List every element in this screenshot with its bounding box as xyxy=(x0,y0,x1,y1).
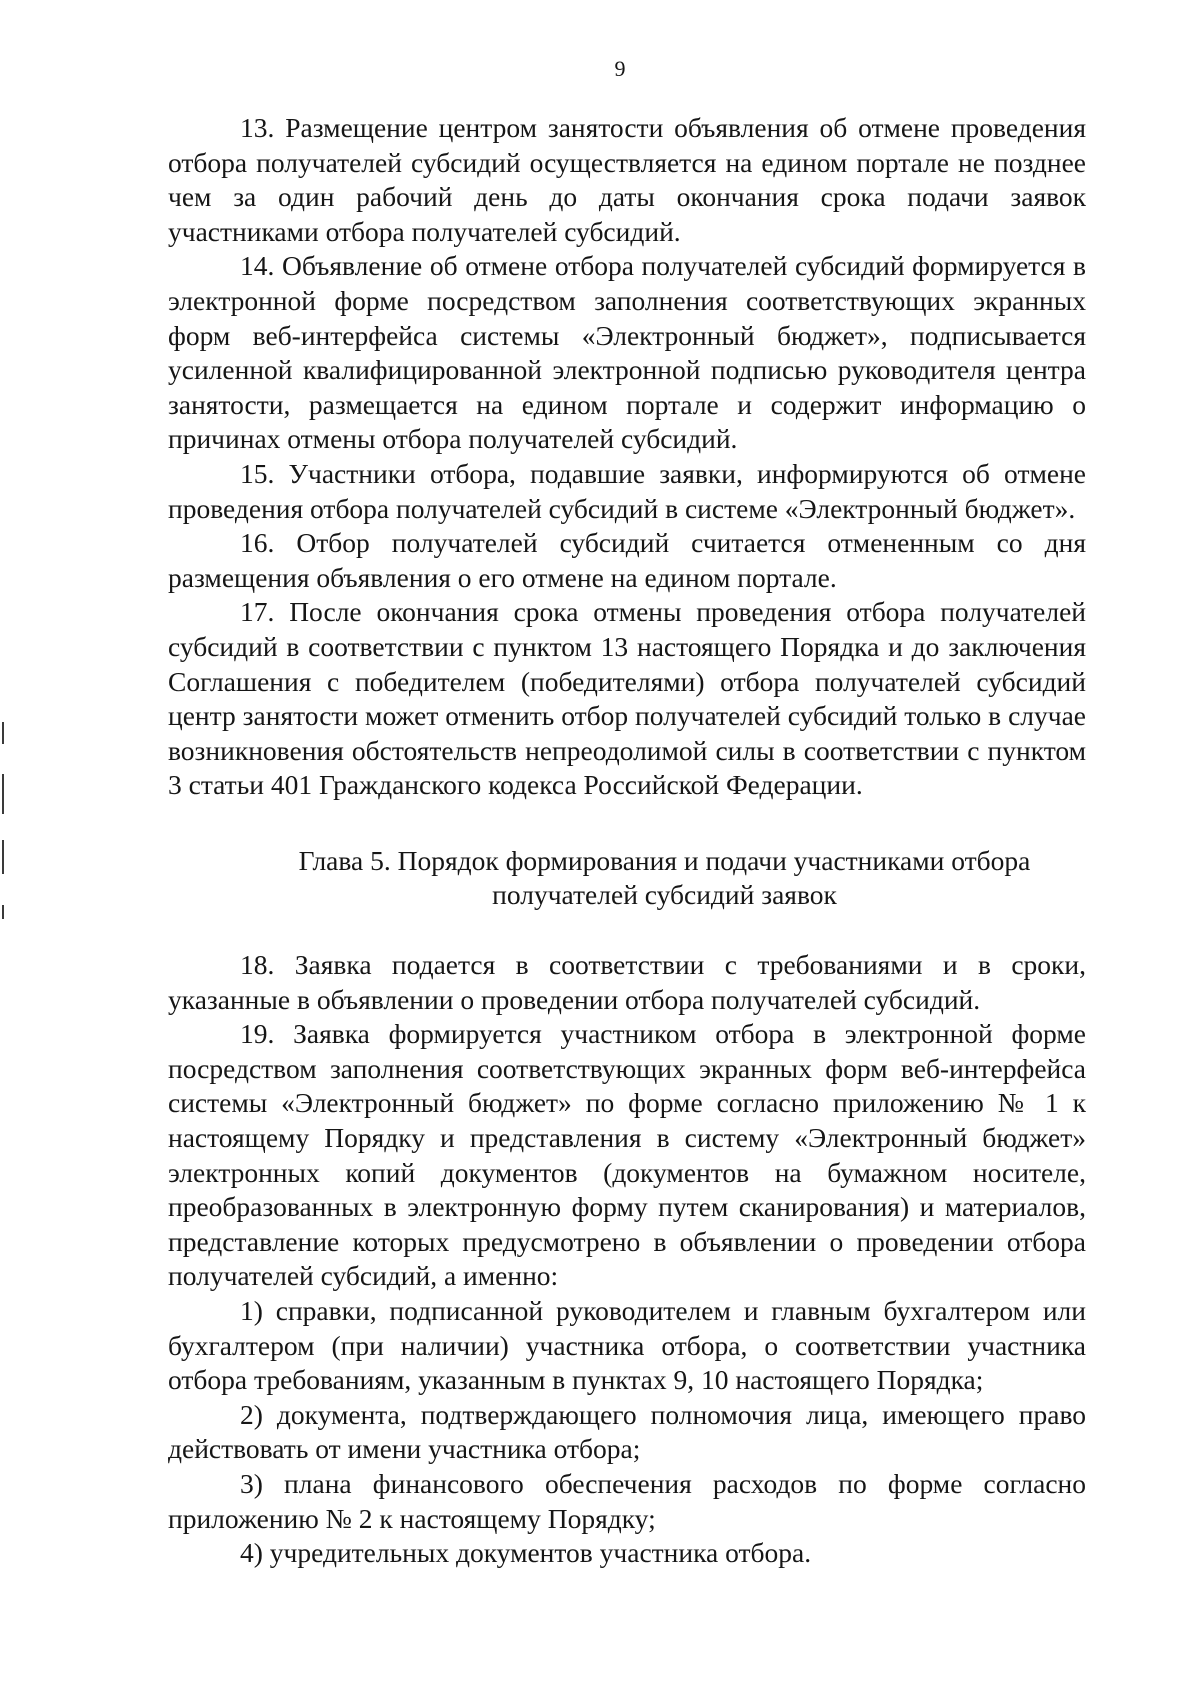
paragraph-15: 15. Участники отбора, подавшие заявки, информируются об отмене проведения отбора получателей субсидий в системе «Электронный бюджет». xyxy=(168,457,1086,524)
paragraph-14: 14. Объявление об отмене отбора получателей субсидий формируется в электронной форме посредством заполнения соответствующих экранных форм веб-интерфейса системы «Электронный бюджет», подписывается усиленной квалифицированной электронной подписью руководителя центра занятости, размещается на едином портале и содержит информацию о причинах отмены отбора получателей субсидий. xyxy=(168,250,1086,455)
paragraph-18: 18. Заявка подается в соответствии с требованиями и в сроки, указанные в объявлении о проведении отбора получателей субсидий. xyxy=(168,949,1086,1015)
list-item-4: 4) учредительных документов участника отбора. xyxy=(240,1537,812,1569)
paragraph-13: 13. Размещение центром занятости объявления об отмене проведения отбора получателей субсидий осуществляется на едином портале не позднее чем за один рабочий день до даты окончания срока подачи заявок участниками отбора получателей субсидий. xyxy=(168,112,1086,247)
document-body xyxy=(168,111,1086,1571)
scan-artifact-mark xyxy=(2,905,4,919)
list-item-1: 1) справки, подписанной руководителем и главным бухгалтером или бухгалтером (при наличии) участника отбора, о соответствии участника отбора требованиям, указанным в пунктах 9, 10 настоящего Порядка; xyxy=(168,1295,1086,1396)
scan-artifact-mark xyxy=(2,840,4,874)
paragraph-17: 17. После окончания срока отмены проведения отбора получателей субсидий в соответствии с пунктом 13 настоящего Порядка и до заключения Соглашения с победителем (победителями) отбора получателей субсидий центр занятости может отменить отбор получателей субсидий только в случае возникновения обстоятельств непреодолимой силы в соответствии с пунктом 3 статьи 401 Гражданского кодекса Российской Федерации. xyxy=(168,596,1086,801)
chapter-heading xyxy=(168,844,1086,913)
chapter-heading-line-2: получателей субсидий заявок xyxy=(492,879,837,911)
paragraph-19: 19. Заявка формируется участником отбора в электронной форме посредством заполнения соответствующих экранных форм веб-интерфейса системы «Электронный бюджет» по форме согласно приложению № 1 к настоящему Порядку и представления в систему «Электронный бюджет» электронных копий документов (документов на бумажном носителе, преобразованных в электронную форму путем сканирования) и материалов, представление которых предусмотрено в объявлении о проведении отбора получателей субсидий, а именно: xyxy=(168,1018,1086,1292)
scan-artifact-mark xyxy=(2,774,4,814)
paragraph-16: 16. Отбор получателей субсидий считается отмененным со дня размещения объявления о его отмене на едином портале. xyxy=(168,527,1086,593)
scan-artifact-mark xyxy=(2,722,4,744)
list-item-2: 2) документа, подтверждающего полномочия лица, имеющего право действовать от имени участника отбора; xyxy=(168,1398,1086,1465)
list-item-3: 3) плана финансового обеспечения расходов по форме согласно приложению № 2 к настоящему Порядку; xyxy=(168,1467,1086,1534)
chapter-heading-line-1: Глава 5. Порядок формирования и подачи участниками отбора xyxy=(298,844,1031,876)
page-number: 9 xyxy=(614,56,626,81)
